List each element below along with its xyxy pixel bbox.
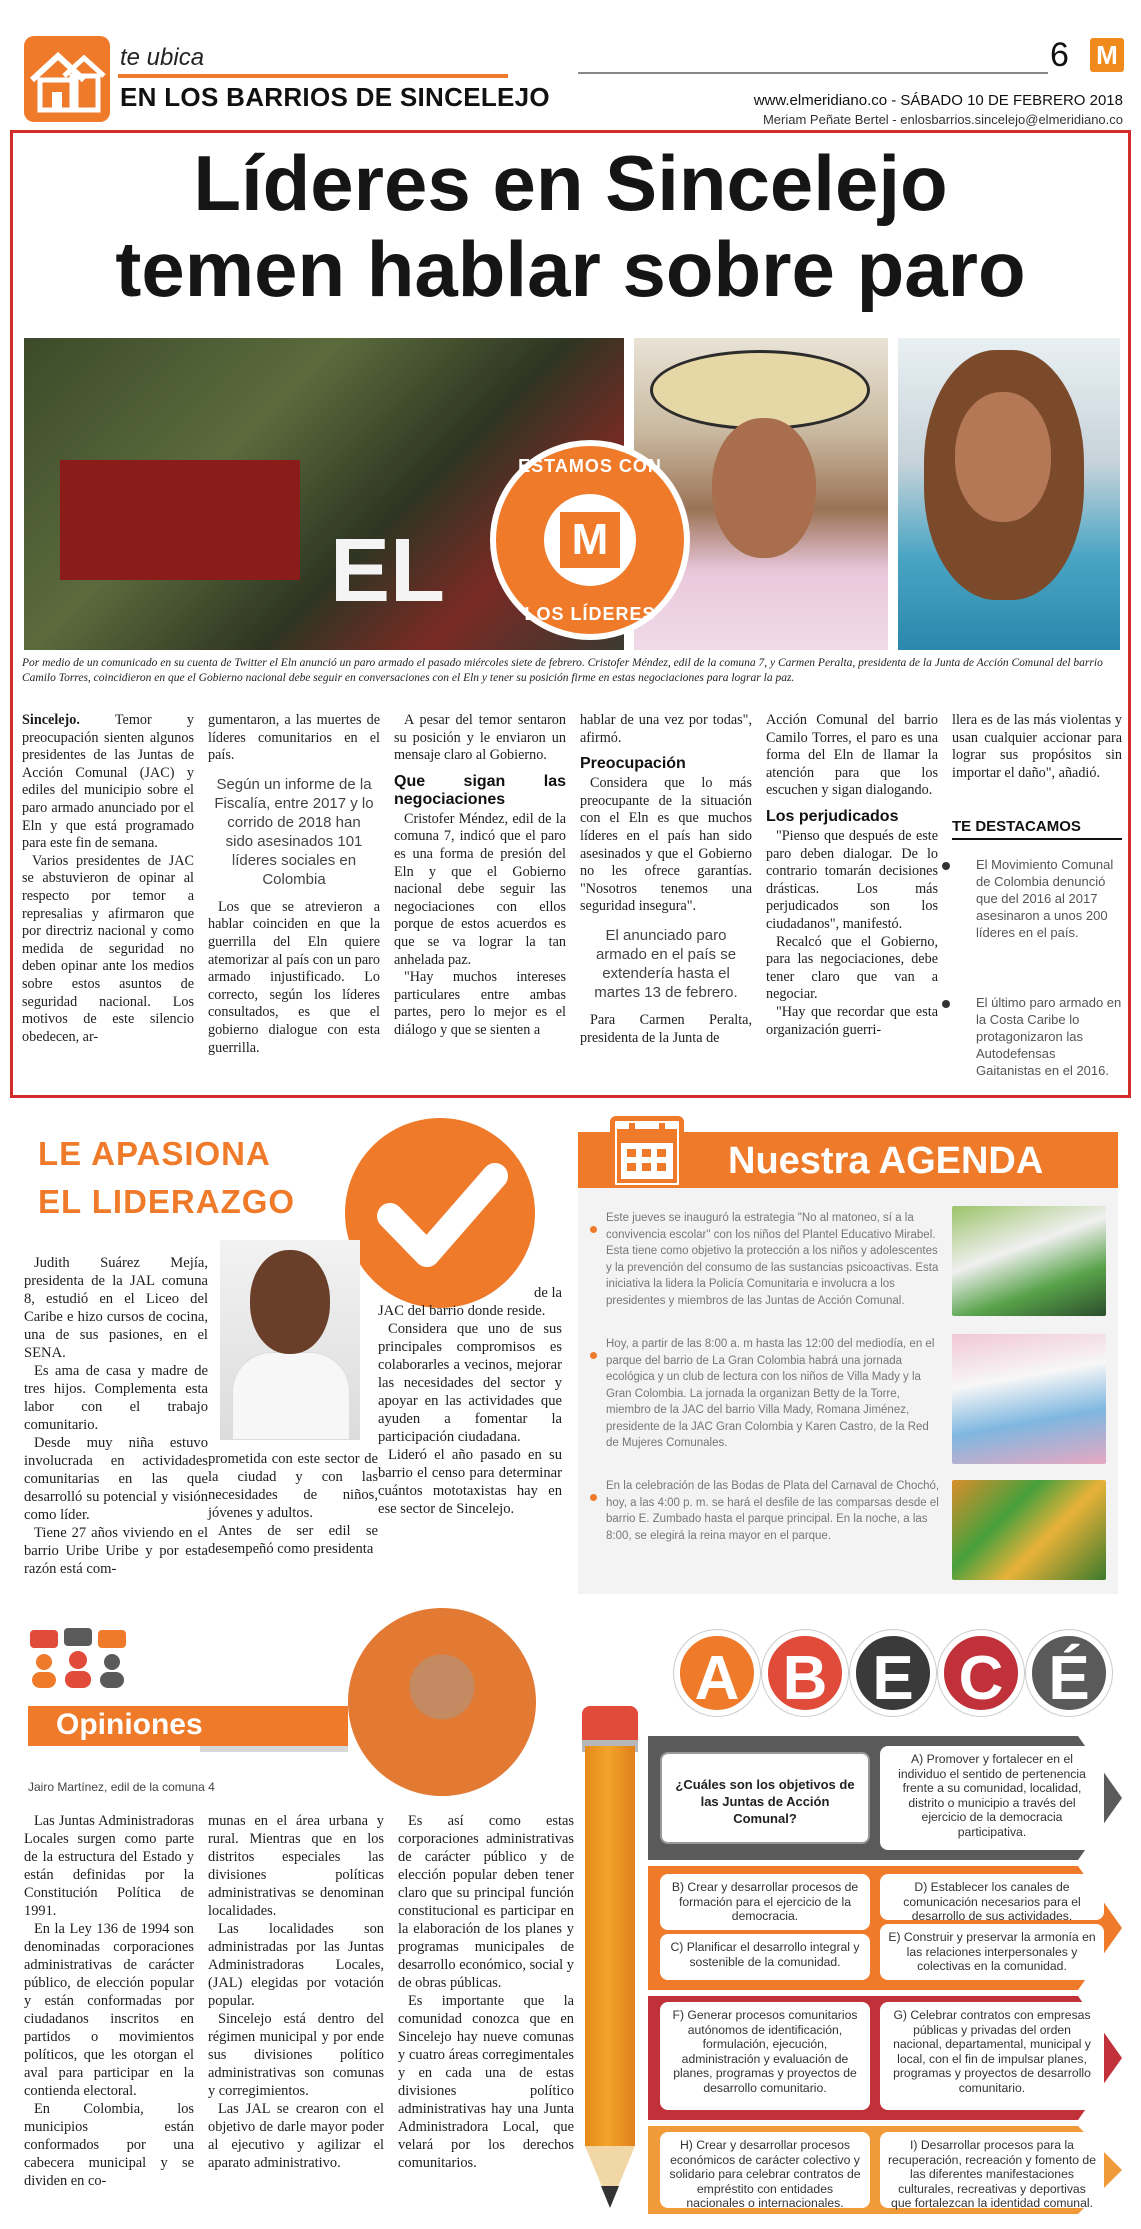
pencil-icon <box>585 1746 635 2146</box>
photo-face <box>250 1250 330 1354</box>
abece-question: ¿Cuáles son los objetivos de las Juntas de Acción Comunal? <box>660 1752 870 1844</box>
story-text: hablar de una vez por todas", afirmó. <box>580 712 752 746</box>
newspaper-logo: M <box>1090 38 1124 72</box>
leadership-column-2 <box>208 1450 378 1558</box>
opinions-title: Opiniones <box>56 1708 203 1741</box>
subheading: Que sigan las negociaciones <box>394 772 566 808</box>
headline-line-2: temen hablar sobre paro <box>115 225 1026 313</box>
story-text: Para Carmen Peralta, presidenta de la Junta de <box>580 1011 752 1046</box>
checkmark-icon <box>345 1118 535 1308</box>
highlight-item: El Movimiento Comunal de Colombia denunció que del 2016 al 2017 asesinaron a unos 200 líderes en el país. <box>976 857 1114 940</box>
campaign-badge-logo: M <box>560 512 620 568</box>
story-text: JAC del barrio donde reside. <box>378 1303 546 1319</box>
story-text: Antes de ser edil se desempeñó como presidenta <box>208 1523 378 1557</box>
section-title: EN LOS BARRIOS DE SINCELEJO <box>120 82 550 112</box>
photo-armband-text: EL <box>330 521 446 621</box>
header-rule-orange <box>118 74 508 78</box>
story-text: de la <box>534 1285 562 1301</box>
abece-item-a: A) Promover y fortalecer en el individuo el sentido de pertenencia frente a su comunidad, localidad, distrito o municipio a través del ejercicio de la democracia participativa. <box>880 1746 1104 1850</box>
dateline: Sincelejo. <box>22 712 80 728</box>
house-icon <box>24 36 110 122</box>
bullet-icon <box>590 1494 597 1501</box>
agenda-item: Hoy, a partir de las 8:00 a. m hasta las 12:00 del mediodía, en el parque del barrio de La Gran Colombia habrá una jornada ecológica y un club de lectura con los niños de Villa Mady y la Gran Colombia. La jornada la organizan Betty de la Torre, miembro de la JAC del barrio Villa Mady, Romana Jiménez, presidente de la JAC Gran Colombia y Karen Castro, de la Red de Mujeres Comunales. <box>606 1338 935 1449</box>
section-kicker: te ubica <box>120 44 205 71</box>
story-column-5 <box>766 712 938 1039</box>
story-text: Es así como estas corporaciones administrativas de carácter público y de elección popular deben tener claro que su principal función constitucional es participar en la elaboración de los planes y programas municipales de desarrollo económico, social y de obras públicas. <box>398 1813 574 1991</box>
story-text: Las Juntas Administradoras Locales surgen como parte de la estructura del Estado y están definidas por la Constitución Política de 1991. <box>24 1813 194 1919</box>
story-text: Temor y preocupación sienten algunos presidentes de las Juntas de Acción Comunal (JAC) y ediles del municipio sobre el paro armado anunciado por el Eln y que está programado para este fin de semana. <box>22 712 194 852</box>
story-text: Las JAL se crearon con el objetivo de darle mayor poder al ejecutivo y agilizar el aparato administrativo. <box>208 2101 384 2171</box>
pencil-lead <box>601 2186 619 2208</box>
story-text: Es importante que la comunidad conozca que en Sincelejo hay nueve comunas y cuatro áreas corregimentales y en cada una de estas divisiones político administrativas hay una Junta Administradora Local, que velará por los derechos comunitarios. <box>398 1993 574 2171</box>
bullet-icon <box>942 862 950 870</box>
abece-letter: E <box>850 1630 936 1716</box>
pull-quote: El anunciado paro armado en el país se extendería hasta el martes 13 de febrero. <box>594 926 738 1001</box>
abece-item-i: I) Desarrollar procesos para la recuperación, recreación y fomento de las diferentes manifestaciones culturales, recreativas y deportivas que fortalezcan la identidad comunal. <box>880 2132 1104 2208</box>
calendar-icon <box>610 1116 684 1190</box>
abece-item-h: H) Crear y desarrollar procesos económicos de carácter colectivo y solidario para celebrar contratos de empréstito con entidades nacionales o internacionales. <box>660 2132 870 2208</box>
story-column-3 <box>394 712 566 1040</box>
subheading: Preocupación <box>580 755 686 773</box>
photo-face <box>712 418 816 558</box>
opinion-column-3 <box>398 1812 574 2172</box>
story-text: Judith Suárez Mejía, presidenta de la JAL comuna 8, estudió en el Liceo del Caribe e hizo cursos de cocina, una de sus pasiones, en el SENA. <box>24 1255 208 1361</box>
photo-caption: Jairo Martínez, edil de la comuna 4 <box>28 1780 215 1794</box>
abece-item-c: C) Planificar el desarrollo integral y sostenible de la comunidad. <box>660 1934 870 1980</box>
photo-armband <box>60 460 300 580</box>
story-text: munas en el área urbana y rural. Mientras que en los distritos especiales las divisiones políticas administrativas se denominan localidades. <box>208 1813 384 1919</box>
agenda-title: Nuestra AGENDA <box>728 1140 1044 1182</box>
abece-item-e: E) Construir y preservar la armonía en las relaciones interpersonales y colectivas en la comunidad. <box>880 1924 1104 1980</box>
abece-letter: B <box>762 1630 848 1716</box>
abece-item-g: G) Celebrar contratos con empresas públicas y privadas del orden nacional, departamental, municipal y local, con el fin de impulsar planes, programas y proyectos de desarrollo comunitario. <box>880 2002 1104 2110</box>
story-column-1 <box>22 712 194 1046</box>
photo-face <box>955 392 1051 522</box>
leadership-column-1 <box>24 1254 208 1578</box>
story-text: Recalcó que el Gobierno, para las negociaciones, debe tener claro que van a negociar. <box>766 933 938 1003</box>
story-text: Las localidades son administradas por las Juntas Administradoras Locales, (JAL) elegidas por votación popular. <box>208 1921 384 2009</box>
agenda-item: En la celebración de las Bodas de Plata del Carnaval de Chochó, hoy, a las 4:00 p. m. se hará el desfile de las comparsas desde el barrio E. Zumbado hasta el parque principal. En la noche, a las 8:00, se elegirá la reina mayor en el parque. <box>606 1480 940 1542</box>
highlights-rule <box>952 838 1122 840</box>
story-text: Sincelejo está dentro del régimen municipal y por ende sus divisiones político administrativas son comunas y corregimientos. <box>208 2011 384 2099</box>
story-text: "Pienso que después de este paro deben dialogar. De lo contrario tomarán decisiones drásticas. Los más perjudicados son los ciudadanos", manifestó. <box>766 827 938 932</box>
campaign-badge-top-text: ESTAMOS CON <box>518 456 662 476</box>
headline <box>20 140 1121 312</box>
opinion-column-2 <box>208 1812 384 2172</box>
agenda-item: Este jueves se inauguró la estrategia "No al matoneo, sí a la convivencia escolar" con los niños del Plantel Educativo Mirabel. Esta tiene como objetivo la protección a los niños y adolescentes y la prevención del consumo de las sustancias psicoactivas. Esta iniciativa la lidera la Policía Comunitaria e involucra a los presidentes y miembros de las Juntas de Acción Comunal. <box>606 1212 939 1307</box>
leadership-title-line-2: EL LIDERAZGO <box>38 1183 296 1220</box>
photo-jairo-martinez <box>348 1608 536 1796</box>
story-column-6 <box>952 712 1122 782</box>
story-text: En Colombia, los municipios están conformados por una cabecera municipal y se dividen en co- <box>24 2101 194 2189</box>
page-number: 6 <box>1050 36 1069 74</box>
abece-letter: A <box>674 1630 760 1716</box>
story-text: llera es de las más violentas y usan cualquier accionar para lograr sus propósitos sin importar el daño", añadió. <box>952 712 1122 781</box>
abece-item-d: D) Establecer los canales de comunicación necesarios para el desarrollo de sus actividades. <box>880 1874 1104 1920</box>
story-column-4 <box>580 712 752 1047</box>
headline-line-1: Líderes en Sincelejo <box>193 139 948 227</box>
story-text: "Hay muchos intereses particulares entre ambas partes, pero lo mejor es el diálogo y que se sienten a <box>394 969 566 1038</box>
story-text: Considera que uno de sus principales compromisos es colaborarles a vecinos, mejorar las necesidades del sector y apoyar en las actividades que ayuden a fomentar la participación ciudadana. <box>378 1321 562 1445</box>
header-rule <box>578 72 1048 74</box>
story-text: prometida con este sector de la ciudad y con las necesidades de niños, jóvenes y adultos. <box>208 1451 378 1521</box>
story-text: A pesar del temor sentaron su posición y le enviaron un mensaje claro al Gobierno. <box>394 712 566 764</box>
leadership-title <box>38 1130 295 1226</box>
story-text: Lideró el año pasado en su barrio el censo para determinar cuántos mototaxistas hay en ese sector de Sincelejo. <box>378 1447 562 1517</box>
bullet-icon <box>942 1000 950 1008</box>
author-line[interactable]: Meriam Peñate Bertel - enlosbarrios.sincelejo@elmeridiano.co <box>762 112 1123 127</box>
story-text: Varios presidentes de JAC se abstuvieron de opinar al respecto por temor a represalias y afirmaron que por directriz nacional y como medida de seguridad no deben opinar ante los medios sobre estos asuntos de seguridad nacional. Los motivos de este silencio obedecen, ar- <box>22 852 194 1045</box>
story-text: gumentaron, a las muertes de líderes comunitarios en el país. <box>208 712 380 764</box>
site-date[interactable]: www.elmeridiano.co - SÁBADO 10 DE FEBRERO 2018 <box>753 92 1123 109</box>
leadership-column-3 <box>378 1284 562 1518</box>
story-text: Acción Comunal del barrio Camilo Torres, el paro es una forma del Eln de llamar la atención para que los escuchen y sigan dialogando. <box>766 712 938 799</box>
photo-caption: Por medio de un comunicado en su cuenta de Twitter el Eln anunció un paro armado el pasado miércoles siete de febrero. Cristofer Méndez, edil de la comuna 7, y Carmen Peralta, presidenta de la Junta de Acción Comunal del barrio Camilo Torres, coincidieron en que el Gobierno nacional debe seguir en conversaciones con el Eln y tener su posición firme en estas negociaciones para lograr la paz. <box>22 657 1103 684</box>
story-text: Desde muy niña estuvo involucrada en actividades comunitarias en las que desarrolló su potencial y visión como líder. <box>24 1435 208 1523</box>
story-text: Los que se atrevieron a hablar coinciden en que la guerrilla del Eln quiere atemorizar al país con un paro armado injustificado. Lo correcto, según los líderes consultados, es que el gobierno dialogue con esta guerrilla. <box>208 898 380 1056</box>
highlight-item: El último paro armado en la Costa Caribe lo protagonizaron las Autodefensas Gaitanistas en el 2016. <box>976 995 1122 1078</box>
opinion-column-1 <box>24 1812 194 2190</box>
photo-body <box>232 1352 350 1440</box>
story-text: Considera que lo más preocupante de la situación con el Eln es que muchos líderes en el país han sido asesinados y que el Gobierno no les ofrece garantías. "Nosotros tenemos una seguridad insegura". <box>580 775 752 915</box>
agenda-photo <box>952 1206 1106 1316</box>
highlights-title: TE DESTACAMOS <box>952 818 1081 835</box>
bullet-icon <box>590 1226 597 1233</box>
agenda-photo <box>952 1334 1106 1464</box>
story-text: Es ama de casa y madre de tres hijos. Complementa esta labor con el trabajo comunitario. <box>24 1363 208 1433</box>
story-text: En la Ley 136 de 1994 son denominadas corporaciones administrativas de carácter público, de elección popular y están conformadas por ciudadanos inscritos en partidos o movimientos políticos, que les otorgan el aval para participar en la contienda electoral. <box>24 1921 194 2099</box>
story-text: "Hay que recordar que esta organización guerri- <box>766 1003 938 1038</box>
pull-quote: Según un informe de la Fiscalía, entre 2017 y lo corrido de 2018 han sido asesinados 101 líderes sociales en Colombia <box>214 775 374 888</box>
story-column-2 <box>208 712 380 1057</box>
agenda-photo <box>952 1480 1106 1580</box>
abece-item-f: F) Generar procesos comunitarios autónomos de identificación, formulación, ejecución, administración y evaluación de planes, programas y proyectos de desarrollo comunitario. <box>660 2002 870 2110</box>
abece-item-b: B) Crear y desarrollar procesos de formación para el ejercicio de la democracia. <box>660 1874 870 1930</box>
bullet-icon <box>590 1352 597 1359</box>
leadership-title-line-1: LE APASIONA <box>38 1135 271 1172</box>
story-text: Tiene 27 años viviendo en el barrio Uribe Uribe y por esta razón está com- <box>24 1525 208 1577</box>
campaign-badge-bottom-text: LOS LÍDERES <box>524 604 656 624</box>
abece-letter: É <box>1026 1630 1112 1716</box>
abece-letter: C <box>938 1630 1024 1716</box>
people-chat-icon <box>28 1628 128 1688</box>
story-text: Cristofer Méndez, edil de la comuna 7, indicó que el paro es una forma de presión del Eln y que el Gobierno nacional debe seguir las negociaciones con ellos porque de estos acuerdos es que se va lograr la tan anhelada paz. <box>394 810 566 968</box>
subheading: Los perjudicados <box>766 807 899 825</box>
